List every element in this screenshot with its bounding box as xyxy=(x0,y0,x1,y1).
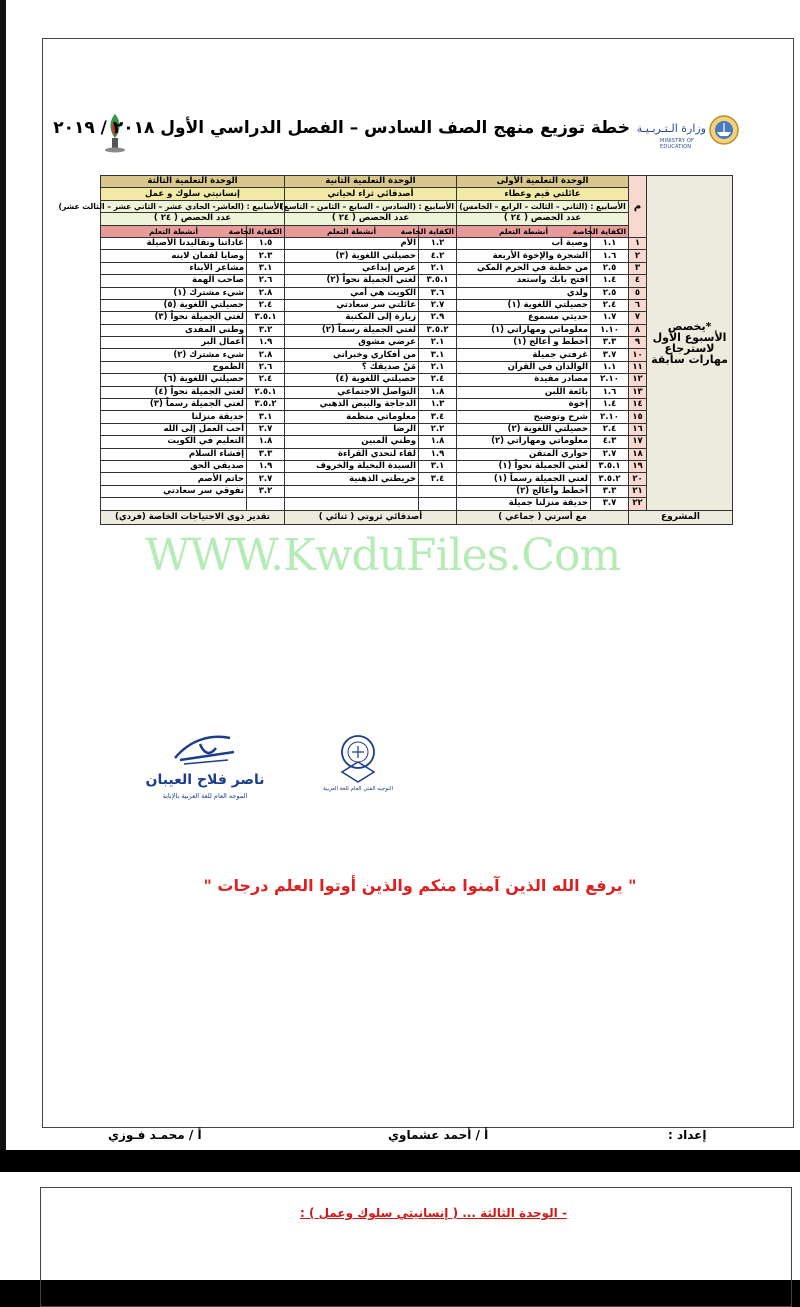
u3-code-cell xyxy=(247,498,285,510)
u2-code-cell: ٣.٥.٢ xyxy=(419,324,457,336)
u3-code-cell: ٢.٣ xyxy=(247,250,285,262)
col-code-header: الكفاية الخاصة xyxy=(247,225,285,237)
table-row xyxy=(101,498,733,510)
u2-code-cell: ١.٢ xyxy=(419,237,457,249)
u2-activity-cell: السيدة البخيلة والخروف xyxy=(285,460,419,472)
ministry-name-en: MINISTRY OF EDUCATION xyxy=(660,138,695,150)
u2-code-cell: ٣.١ xyxy=(419,349,457,361)
table-row xyxy=(101,324,733,336)
u1-activity-cell: الوالدان في القرآن xyxy=(457,361,591,373)
u3-activity-cell: وصايا لقمان لابنه xyxy=(101,250,247,262)
u2-code-cell: ٢.٧ xyxy=(419,299,457,311)
row-number: ٢١ xyxy=(629,485,647,497)
u1-code-cell: ٣.٥.١ xyxy=(591,460,629,472)
u1-code-cell: ٣.٧ xyxy=(591,498,629,510)
u1-activity-cell: افتح بابك واستعد xyxy=(457,275,591,287)
supervisor-name: ناصر فلاح العيبان xyxy=(145,772,265,788)
u1-code-cell: ٣.٥.٢ xyxy=(591,473,629,485)
u1-activity-cell: بائعة اللبن xyxy=(457,386,591,398)
u2-activity-cell: من أفكاري وخبراتي xyxy=(285,349,419,361)
project-row xyxy=(101,510,733,524)
u3-activity-cell: صاحب الهمة xyxy=(101,275,247,287)
u3-code-cell: ١.٩ xyxy=(247,460,285,472)
u3-code-cell: ٢.٤ xyxy=(247,299,285,311)
table-row xyxy=(101,411,733,423)
u1-activity-cell: معلوماتي ومهاراتي (١) xyxy=(457,324,591,336)
u1-activity-cell: حصيلتي اللغوية (١) xyxy=(457,299,591,311)
table-row xyxy=(101,485,733,497)
row-number: ٢٠ xyxy=(629,473,647,485)
u1-activity-cell: لغتي الجميلة رسماً (١) xyxy=(457,473,591,485)
u3-activity-cell: حديقة منزلنا xyxy=(101,411,247,423)
row-number: ٥ xyxy=(629,287,647,299)
u3-code-cell: ٣.٥.١ xyxy=(247,312,285,324)
unit-3-name: إنسانيتي سلوك و عمل xyxy=(101,188,285,200)
u1-code-cell: ١.١ xyxy=(591,361,629,373)
table-row xyxy=(101,399,733,411)
u2-activity-cell: حصيلتي اللغوية (٤) xyxy=(285,374,419,386)
u3-activity-cell: صديقي الحق xyxy=(101,460,247,472)
u2-code-cell: ٢.١ xyxy=(419,262,457,274)
u2-activity-cell: عرضي مشوق xyxy=(285,337,419,349)
u2-activity-cell: مَنْ صديقك ؟ xyxy=(285,361,419,373)
row-number: ٦ xyxy=(629,299,647,311)
u1-code-cell: ١.٦ xyxy=(591,386,629,398)
row-number: ١ xyxy=(629,237,647,249)
signature-scribble-icon xyxy=(170,730,240,770)
table-row xyxy=(101,237,733,249)
u3-activity-cell: عاداتنا وتقاليدنا الأصيلة xyxy=(101,237,247,249)
u1-code-cell: ١.١٠ xyxy=(591,324,629,336)
row-number: ٢٢ xyxy=(629,498,647,510)
project-label: المشروع xyxy=(629,510,733,524)
u1-activity-cell: مصادر مفيدة xyxy=(457,374,591,386)
table-row xyxy=(101,287,733,299)
supervisor-title: الموجه العام للغة العربية بالإنابة xyxy=(162,792,248,800)
u1-activity-cell: حديثي مسموع xyxy=(457,312,591,324)
u1-activity-cell: من خطبة في الحرم المكي xyxy=(457,262,591,274)
u1-code-cell: ٢.١٠ xyxy=(591,374,629,386)
u3-activity-cell: لغتي الجميلة رسماً (٣) xyxy=(101,399,247,411)
u2-code-cell xyxy=(419,498,457,510)
u2-code-cell: ٢.١ xyxy=(419,361,457,373)
m-header: م xyxy=(629,176,647,238)
seal-caption: التوجيه الفني العام للغة العربية xyxy=(322,786,393,792)
table-row xyxy=(101,473,733,485)
quran-quote: " يرفع الله الذين آمنوا منكم والذين أوتوا العلم درجات " xyxy=(203,876,637,895)
u3-activity-cell: مشاعر الأبناء xyxy=(101,262,247,274)
u3-code-cell: ٣.١ xyxy=(247,262,285,274)
u1-code-cell: ٢.٤ xyxy=(591,299,629,311)
u2-code-cell: ٢.٢ xyxy=(419,423,457,435)
row-number: ٢ xyxy=(629,250,647,262)
u3-code-cell: ٣.٥.٢ xyxy=(247,399,285,411)
table-row xyxy=(101,275,733,287)
credits-label: إعداد : xyxy=(668,1128,707,1142)
row-number: ٣ xyxy=(629,262,647,274)
u1-code-cell: ١.٧ xyxy=(591,312,629,324)
row-number: ١٠ xyxy=(629,349,647,361)
u3-code-cell: ٣.٢ xyxy=(247,485,285,497)
u3-code-cell: ٣.١ xyxy=(247,411,285,423)
col-activity-header: أنشطة التعلم xyxy=(285,225,419,237)
row-number: ١٢ xyxy=(629,374,647,386)
unit-1-count: عدد الحصص ( ٢٤ ) xyxy=(457,213,629,225)
u2-activity-cell: لقاء لتحدي القراءة xyxy=(285,448,419,460)
u1-activity-cell: وصية أب xyxy=(457,237,591,249)
u2-activity-cell: الرضا xyxy=(285,423,419,435)
u1-code-cell: ٣.٣ xyxy=(591,485,629,497)
u2-code-cell: ٢.٩ xyxy=(419,312,457,324)
u2-code-cell: ٣.٤ xyxy=(419,473,457,485)
u2-activity-cell: خريطتي الذهنية xyxy=(285,473,419,485)
u2-code-cell: ٣.١ xyxy=(419,460,457,472)
u2-code-cell: ١.٣ xyxy=(419,399,457,411)
row-number: ٩ xyxy=(629,337,647,349)
u3-activity-cell: أحب العمل إلى الله xyxy=(101,423,247,435)
u3-code-cell: ٣.٢ xyxy=(247,324,285,336)
table-row xyxy=(101,448,733,460)
u3-code-cell: ٣.٣ xyxy=(247,448,285,460)
u3-activity-cell: أعمال البر xyxy=(101,337,247,349)
u1-activity-cell: غرفتي جميلة xyxy=(457,349,591,361)
unit-2-project: أصدقائي ثروتي ( ثنائي ) xyxy=(285,510,457,524)
watermark: WWW.KwduFiles.Com xyxy=(145,530,621,581)
u2-activity-cell: لغتي الجميلة رسماً (٢) xyxy=(285,324,419,336)
col-activity-header: أنشطة التعلم xyxy=(101,225,247,237)
u3-activity-cell: وطني المفدى xyxy=(101,324,247,336)
u2-code-cell xyxy=(419,485,457,497)
curriculum-plan-table xyxy=(58,175,732,525)
left-edge-bar xyxy=(0,0,6,1150)
u1-code-cell: ٢.٧ xyxy=(591,448,629,460)
u3-code-cell: ٢.٧ xyxy=(247,423,285,435)
u1-activity-cell: شرح وتوضيح xyxy=(457,411,591,423)
u1-code-cell: ٢.٥ xyxy=(591,262,629,274)
document-title: خطة توزيع منهج الصف السادس – الفصل الدراسي الأول ٢٠١٨ / ٢٠١٩ xyxy=(53,118,630,138)
u1-code-cell: ١.٤ xyxy=(591,275,629,287)
u3-code-cell: ٢.٤ xyxy=(247,374,285,386)
unit-1-weeks: الأسابيع : (الثاني – الثالث – الرابع – الخامس) xyxy=(457,200,629,212)
u2-activity-cell: الكويت هي أمي xyxy=(285,287,419,299)
unit-3-header: الوحدة التعلمية الثالثة xyxy=(101,176,285,188)
department-seal-icon xyxy=(328,728,388,788)
u2-activity-cell: الدجاجة والبيض الذهبي xyxy=(285,399,419,411)
page-2 xyxy=(0,1172,800,1280)
u2-activity-cell: التواصل الاجتماعي xyxy=(285,386,419,398)
unit-1-project: مع أسرتي ( جماعي ) xyxy=(457,510,629,524)
row-number: ٨ xyxy=(629,324,647,336)
u3-activity-cell: تفوقي سر سعادتي xyxy=(101,485,247,497)
u1-code-cell: ١.٤ xyxy=(591,399,629,411)
u3-activity-cell: حصيلتي اللغوية (٦) xyxy=(101,374,247,386)
unit-3-section-title: - الوحدة الثالثة ... ( إنسانيتي سلوك وعمل ) : xyxy=(300,1206,567,1220)
row-number: ١٥ xyxy=(629,411,647,423)
unit-2-name: أصدقائي ثراء لحياتي xyxy=(285,188,457,200)
author-1: أ / محمـد فـوزي xyxy=(108,1128,202,1142)
unit-2-count: عدد الحصص ( ٢٤ ) xyxy=(285,213,457,225)
u1-code-cell: ٤.٣ xyxy=(591,436,629,448)
side-note: *يخصص الأسبوع الأول لاسترجاع مهارات سابقة xyxy=(647,176,733,511)
col-code-header: الكفاية الخاصة xyxy=(591,225,629,237)
document-header xyxy=(53,108,740,156)
u3-activity-cell xyxy=(101,498,247,510)
unit-3-project: تقدير ذوي الاحتياجات الخاصة (فردي) xyxy=(101,510,285,524)
u3-code-cell: ١.٨ xyxy=(247,436,285,448)
u2-code-cell: ٤.٢ xyxy=(419,250,457,262)
row-number: ١٦ xyxy=(629,423,647,435)
u2-activity-cell xyxy=(285,485,419,497)
row-number: ١٩ xyxy=(629,460,647,472)
table-row xyxy=(101,337,733,349)
u2-activity-cell: زيارة إلى المكتبة xyxy=(285,312,419,324)
ministry-logo xyxy=(636,110,740,154)
u3-code-cell: ١.٥ xyxy=(247,237,285,249)
u3-activity-cell: لغتي الجميلة نحواً (٤) xyxy=(101,386,247,398)
u1-activity-cell: أخطط وأعالج (٢) xyxy=(457,485,591,497)
u2-code-cell: ٢.٤ xyxy=(419,374,457,386)
u2-activity-cell: حصيلتي اللغوية (٣) xyxy=(285,250,419,262)
table-row xyxy=(101,423,733,435)
u1-activity-cell: الشجرة والإخوة الأربعة xyxy=(457,250,591,262)
table-row xyxy=(101,250,733,262)
u2-code-cell: ٣.٥.١ xyxy=(419,275,457,287)
row-number: ١٣ xyxy=(629,386,647,398)
u1-code-cell: ٢.٤ xyxy=(591,423,629,435)
u2-activity-cell: عائلتي سر سعادتي xyxy=(285,299,419,311)
table-row xyxy=(101,436,733,448)
u3-code-cell: ٢.٥.١ xyxy=(247,386,285,398)
table-row xyxy=(101,312,733,324)
page-2-frame xyxy=(40,1187,792,1307)
u2-code-cell: ٣.٤ xyxy=(419,411,457,423)
u3-activity-cell: حصيلتي اللغوية (٥) xyxy=(101,299,247,311)
u2-code-cell: ٣.٦ xyxy=(419,287,457,299)
u3-code-cell: ٢.٦ xyxy=(247,275,285,287)
u2-activity-cell: عرض إبداعي xyxy=(285,262,419,274)
u3-activity-cell: إفشاء السلام xyxy=(101,448,247,460)
u1-activity-cell: أخطط و أعالج (١) xyxy=(457,337,591,349)
u1-activity-cell: إخوة xyxy=(457,399,591,411)
u2-activity-cell: وطني المبين xyxy=(285,436,419,448)
unit-1-name: عائلتي قيم وعطاء xyxy=(457,188,629,200)
u2-activity-cell: الأم xyxy=(285,237,419,249)
u1-activity-cell: معلوماتي ومهاراتي (٢) xyxy=(457,436,591,448)
row-number: ٤ xyxy=(629,275,647,287)
supervisor-signature xyxy=(140,730,265,830)
table-row xyxy=(101,299,733,311)
u3-activity-cell: شيء مشترك (٢) xyxy=(101,349,247,361)
u2-code-cell: ٢.١ xyxy=(419,337,457,349)
unit-2-header: الوحدة التعلمية الثانية xyxy=(285,176,457,188)
u2-code-cell: ١.٩ xyxy=(419,448,457,460)
table-row xyxy=(101,361,733,373)
u3-code-cell: ٢.٨ xyxy=(247,287,285,299)
author-2: أ / أحمد عشماوي xyxy=(388,1128,489,1142)
u1-activity-cell: حصيلتي اللغوية (٢) xyxy=(457,423,591,435)
table-row xyxy=(101,349,733,361)
table-row xyxy=(101,374,733,386)
u1-activity-cell: ولدي xyxy=(457,287,591,299)
u1-code-cell: ١.٦ xyxy=(591,250,629,262)
row-number: ١٧ xyxy=(629,436,647,448)
u3-activity-cell: لغتي الجميلة نحواً (٣) xyxy=(101,312,247,324)
u3-code-cell: ٢.٦ xyxy=(247,361,285,373)
unit-2-weeks: الأسابيع : (السادس – السابع – الثامن – التاسع) xyxy=(285,200,457,212)
u2-code-cell: ١.٨ xyxy=(419,386,457,398)
u3-code-cell: ٢.٧ xyxy=(247,473,285,485)
row-number: ١١ xyxy=(629,361,647,373)
row-number: ١٤ xyxy=(629,399,647,411)
u3-activity-cell: الطموح xyxy=(101,361,247,373)
u1-activity-cell: لغتي الجميلة نحواً (١) xyxy=(457,460,591,472)
ministry-emblem-icon xyxy=(708,114,740,146)
unit-1-header: الوحدة التعلمية الأولى xyxy=(457,176,629,188)
u2-code-cell: ١.٨ xyxy=(419,436,457,448)
col-code-header: الكفاية الخاصة xyxy=(419,225,457,237)
unit-3-weeks: الأسابيع : (العاشر- الحادي عشر – الثاني عشر – الثالث عشر) xyxy=(101,200,285,212)
u1-activity-cell: حواري المتقن xyxy=(457,448,591,460)
u1-code-cell: ٣.٣ xyxy=(591,337,629,349)
u2-activity-cell xyxy=(285,498,419,510)
row-number: ٧ xyxy=(629,312,647,324)
u1-code-cell: ٣.٧ xyxy=(591,349,629,361)
u3-activity-cell: شيء مشترك (١) xyxy=(101,287,247,299)
u3-code-cell: ٢.٨ xyxy=(247,349,285,361)
u3-code-cell: ١.٩ xyxy=(247,337,285,349)
ministry-name: وزارة الـتـربـيـة xyxy=(636,122,706,135)
table-row xyxy=(101,386,733,398)
col-activity-header: أنشطة التعلم xyxy=(457,225,591,237)
u1-code-cell: ٢.٥ xyxy=(591,287,629,299)
u3-activity-cell: التعليم في الكويت xyxy=(101,436,247,448)
u1-activity-cell: حديقة منزلنا جميلة xyxy=(457,498,591,510)
table-row xyxy=(101,460,733,472)
u3-activity-cell: حاتم الأصم xyxy=(101,473,247,485)
table-row xyxy=(101,262,733,274)
row-number: ١٨ xyxy=(629,448,647,460)
unit-3-count: عدد الحصص ( ٢٤ ) xyxy=(101,213,285,225)
u2-activity-cell: لغتي الجميلة نحواً (٢) xyxy=(285,275,419,287)
u1-code-cell: ١.١ xyxy=(591,237,629,249)
unit-header-row xyxy=(101,176,733,188)
u1-code-cell: ٢.١٠ xyxy=(591,411,629,423)
u2-activity-cell: معلوماتي منظمة xyxy=(285,411,419,423)
